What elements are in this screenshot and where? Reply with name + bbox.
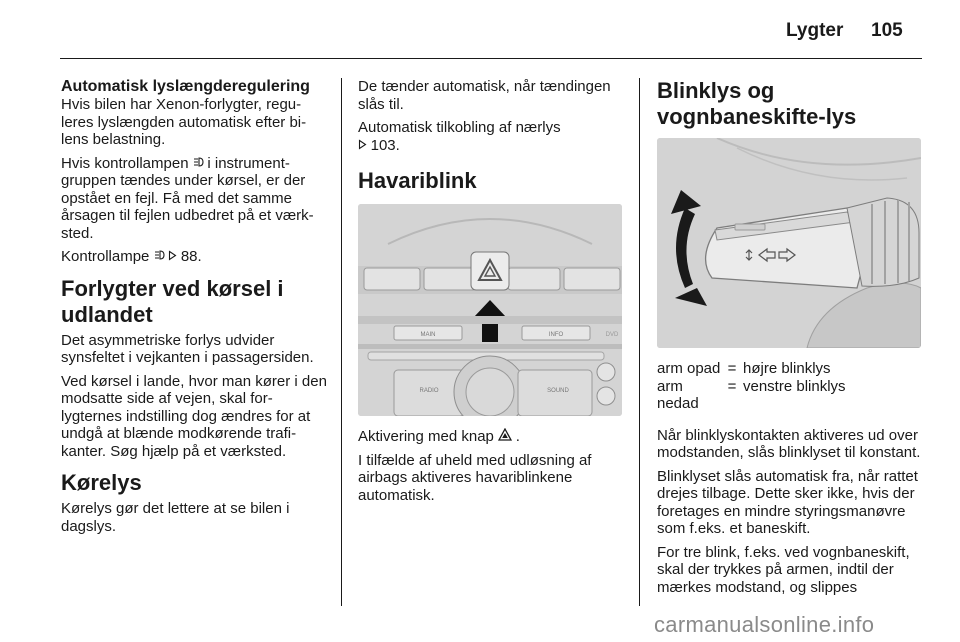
sound-button-label: SOUND — [547, 388, 569, 394]
section-heading-hazard: Havariblink — [358, 168, 477, 193]
hazard-triangle-icon — [498, 429, 516, 444]
paragraph: Ved kørsel i lande, hvor man kører i den modsatte side af vejen, skal forlygternes indstilling dog ændres for at undgå at blænde modkørende trafikanter. Søg hjælp på et værksted. — [61, 372, 327, 460]
info-button-label: INFO — [548, 332, 564, 338]
section-heading-abroad: Forlygter ved kørsel i udlandet — [61, 275, 284, 327]
reference-arrow-icon[interactable] — [358, 138, 371, 153]
section-heading-daytime-lights: Kørelys — [61, 470, 142, 495]
section-heading-turn-signals: Blinklys og vognbaneskifte-lys — [657, 78, 857, 129]
text-run: Kontrollampe — [61, 248, 150, 265]
paragraph: Hvis bilen har Xenon-forlygter, reguleres lyslængden automatisk efter bilens belastning. — [61, 96, 307, 148]
header-title: Lygter — [786, 20, 844, 41]
page-reference[interactable]: 88. — [180, 248, 202, 265]
table-value: venstre blinklys — [743, 377, 846, 395]
column-3 — [657, 78, 923, 602]
table-equals: = — [727, 360, 737, 377]
watermark: carmanualsonline.info — [654, 612, 875, 637]
table-key: arm opad — [657, 360, 721, 377]
paragraph — [358, 428, 624, 446]
dvd-label: DVD — [605, 332, 619, 338]
paragraph — [61, 248, 327, 266]
paragraph — [358, 119, 624, 154]
text-run: i instrumentgruppen tændes under kørsel, er der opstået en fejl. Få med det samme årsagen til fejlen udbedret på et værksted. — [61, 154, 314, 242]
table-key: arm nedad — [657, 377, 699, 412]
text-run: Hvis kontrollampen — [61, 154, 189, 172]
table-row — [657, 378, 923, 413]
column-1 — [61, 78, 327, 541]
text-run: Automatisk tilkobling af nærlys — [358, 119, 561, 136]
page-header — [0, 0, 960, 60]
reference-arrow-icon[interactable] — [168, 249, 181, 264]
table-value: højre blinklys — [743, 360, 831, 377]
hazard-button-illustration — [358, 204, 622, 416]
table-equals: = — [727, 377, 737, 395]
paragraph: Kørelys gør det lettere at se bilen i dagslys. — [61, 500, 290, 535]
radio-button-label: RADIO — [419, 388, 439, 394]
paragraph: De tænder automatisk, når tændingen slås til. — [358, 78, 611, 113]
headlight-leveling-lamp-icon — [154, 249, 169, 264]
paragraph: Det asymmetriske forlys udvider synsfeltet i vejkanten i passagersiden. — [61, 331, 314, 366]
definition-table — [657, 360, 923, 413]
section-heading-auto-leveling: Automatisk lyslængderegulering — [61, 78, 310, 95]
text-run: . — [515, 428, 520, 445]
paragraph: Når blinklyskontakten aktiveres ud over modstanden, slås blinklyset til konstant. — [657, 426, 921, 461]
table-row — [657, 360, 923, 378]
header-rule — [60, 58, 922, 59]
column-divider — [639, 78, 640, 606]
main-button-label: MAIN — [420, 332, 436, 338]
paragraph: I tilfælde af uheld med udløsning af airbags aktiveres havariblinkene automatisk. — [358, 451, 592, 504]
page-number: 105 — [871, 20, 903, 41]
column-2 — [358, 78, 624, 510]
paragraph — [61, 155, 327, 243]
turn-signal-lever-illustration — [657, 138, 921, 348]
paragraph: Blinklyset slås automatisk fra, når rattet drejes tilbage. Dette sker ikke, hvis der foretages en mindre styringsmanøvre som f.eks. et baneskift. — [657, 467, 918, 537]
page-reference[interactable]: 103. — [370, 136, 400, 154]
column-divider — [341, 78, 342, 606]
headlight-leveling-lamp-icon — [193, 156, 208, 171]
text-run: Aktivering med knap — [358, 428, 494, 445]
paragraph: For tre blink, f.eks. ved vognbaneskift, skal der trykkes på armen, indtil der mærkes modstand, og slippes — [657, 543, 910, 596]
